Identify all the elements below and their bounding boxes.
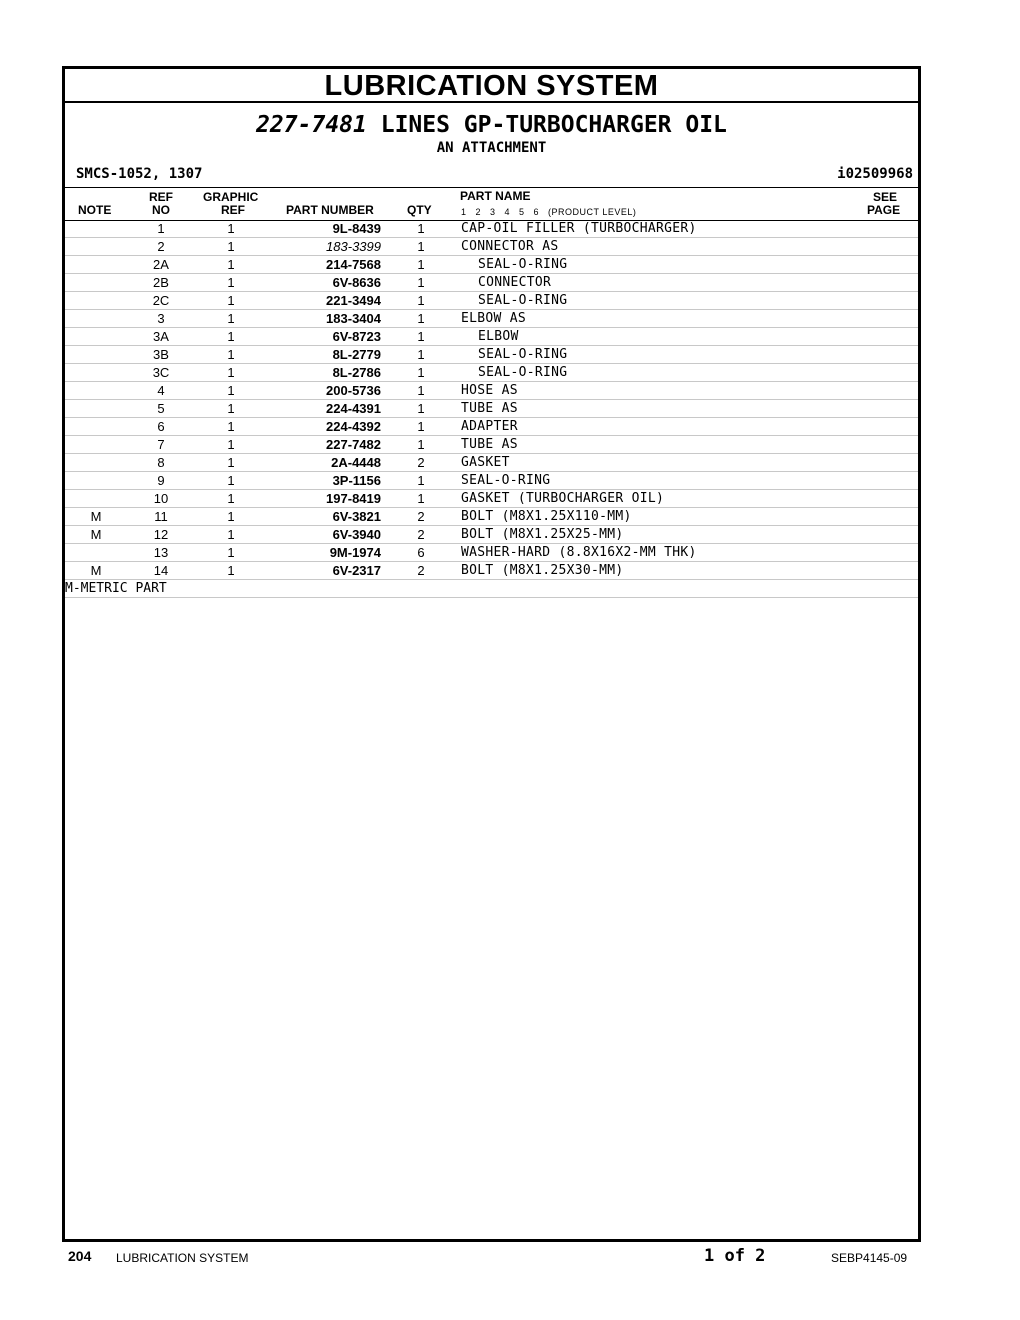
qty-cell: 1: [381, 436, 461, 454]
qty-cell: 1: [381, 238, 461, 256]
part-name-cell: WASHER-HARD (8.8X16X2-MM THK): [461, 544, 918, 562]
part-name-cell: GASKET (TURBOCHARGER OIL): [461, 490, 918, 508]
part-number-cell: 200-5736: [267, 382, 381, 400]
note-cell: [65, 400, 127, 418]
table-row: [65, 238, 918, 256]
graphic-ref-cell: 1: [195, 562, 267, 580]
table-row: [65, 220, 918, 238]
ref-no-cell: 2: [127, 238, 195, 256]
note-cell: [65, 346, 127, 364]
part-name-cell: HOSE AS: [461, 382, 918, 400]
smcs-code: SMCS-1052, 1307: [76, 166, 203, 182]
table-row: [65, 274, 918, 292]
group-number: 227-7481: [256, 112, 367, 138]
note-cell: [65, 454, 127, 472]
part-number-cell: 224-4391: [267, 400, 381, 418]
graphic-ref-cell: 1: [195, 490, 267, 508]
ref-no-cell: 11: [127, 508, 195, 526]
part-number-cell: 183-3404: [267, 310, 381, 328]
ref-no-cell: 3B: [127, 346, 195, 364]
graphic-ref-cell: 1: [195, 274, 267, 292]
qty-cell: 2: [381, 526, 461, 544]
note-cell: [65, 436, 127, 454]
graphic-ref-cell: 1: [195, 382, 267, 400]
part-name-cell: CAP-OIL FILLER (TURBOCHARGER): [461, 220, 918, 238]
qty-cell: 1: [381, 472, 461, 490]
part-name-cell: CONNECTOR AS: [461, 238, 918, 256]
note-cell: [65, 544, 127, 562]
table-row: [65, 454, 918, 472]
graphic-ref-cell: 1: [195, 364, 267, 382]
graphic-ref-cell: 1: [195, 472, 267, 490]
header-part-number: PART NUMBER: [286, 203, 374, 217]
table-row: [65, 472, 918, 490]
part-name-cell: SEAL-O-RING: [461, 364, 918, 382]
footnote-row: [65, 580, 918, 598]
ref-no-cell: 10: [127, 490, 195, 508]
part-number-cell: 6V-8723: [267, 328, 381, 346]
note-cell: [65, 472, 127, 490]
part-name-cell: ELBOW AS: [461, 310, 918, 328]
graphic-ref-cell: 1: [195, 256, 267, 274]
ref-no-cell: 3: [127, 310, 195, 328]
group-title: [65, 110, 918, 140]
part-name-cell: CONNECTOR: [461, 274, 918, 292]
graphic-ref-cell: 1: [195, 436, 267, 454]
qty-cell: 1: [381, 364, 461, 382]
note-cell: [65, 220, 127, 238]
graphic-ref-cell: 1: [195, 526, 267, 544]
parts-list-frame: [62, 66, 921, 1242]
ref-no-cell: 12: [127, 526, 195, 544]
graphic-ref-cell: 1: [195, 328, 267, 346]
part-number-cell: 8L-2786: [267, 364, 381, 382]
part-number-cell: 6V-3821: [267, 508, 381, 526]
qty-cell: 1: [381, 310, 461, 328]
table-row: [65, 310, 918, 328]
table-row: [65, 364, 918, 382]
graphic-ref-cell: 1: [195, 310, 267, 328]
part-name-cell: GASKET: [461, 454, 918, 472]
qty-cell: 1: [381, 256, 461, 274]
part-number-cell: 214-7568: [267, 256, 381, 274]
ref-no-cell: 2A: [127, 256, 195, 274]
note-cell: M: [65, 562, 127, 580]
ref-no-cell: 4: [127, 382, 195, 400]
group-name: LINES GP-TURBOCHARGER OIL: [380, 112, 727, 138]
graphic-ref-cell: 1: [195, 454, 267, 472]
graphic-ref-cell: 1: [195, 508, 267, 526]
note-cell: [65, 256, 127, 274]
part-number-cell: 9M-1974: [267, 544, 381, 562]
note-cell: [65, 292, 127, 310]
table-row: [65, 562, 918, 580]
qty-cell: 1: [381, 400, 461, 418]
ref-no-cell: 1: [127, 220, 195, 238]
parts-table-body: [65, 220, 918, 598]
table-row: [65, 292, 918, 310]
ref-no-cell: 2B: [127, 274, 195, 292]
note-cell: [65, 328, 127, 346]
graphic-ref-cell: 1: [195, 544, 267, 562]
qty-cell: 2: [381, 562, 461, 580]
graphic-ref-cell: 1: [195, 400, 267, 418]
part-number-cell: 9L-8439: [267, 220, 381, 238]
note-cell: [65, 382, 127, 400]
note-cell: [65, 310, 127, 328]
metric-footnote: M-METRIC PART: [65, 580, 918, 598]
graphic-ref-cell: 1: [195, 292, 267, 310]
table-row: [65, 418, 918, 436]
header-graphic-top: GRAPHIC: [203, 190, 259, 204]
header-part-name: PART NAME: [460, 189, 531, 203]
part-name-cell: SEAL-O-RING: [461, 472, 918, 490]
part-number-cell: 6V-2317: [267, 562, 381, 580]
qty-cell: 1: [381, 346, 461, 364]
part-number-cell: 2A-4448: [267, 454, 381, 472]
part-name-cell: SEAL-O-RING: [461, 346, 918, 364]
part-name-cell: TUBE AS: [461, 400, 918, 418]
graphic-ref-cell: 1: [195, 238, 267, 256]
ref-no-cell: 3C: [127, 364, 195, 382]
footer-section: LUBRICATION SYSTEM: [116, 1251, 249, 1265]
header-ref-bottom: NO: [152, 203, 170, 217]
graphic-ref-cell: 1: [195, 418, 267, 436]
part-number-cell: 6V-8636: [267, 274, 381, 292]
ref-no-cell: 3A: [127, 328, 195, 346]
part-name-cell: SEAL-O-RING: [461, 256, 918, 274]
table-row: [65, 382, 918, 400]
ref-no-cell: 8: [127, 454, 195, 472]
parts-table: [65, 220, 918, 598]
part-name-cell: TUBE AS: [461, 436, 918, 454]
qty-cell: 1: [381, 274, 461, 292]
header-see-bottom: PAGE: [867, 203, 901, 217]
note-cell: M: [65, 508, 127, 526]
qty-cell: 6: [381, 544, 461, 562]
part-number-cell: 183-3399: [267, 238, 381, 256]
header-see-top: SEE: [873, 190, 898, 204]
note-cell: M: [65, 526, 127, 544]
header-ref-top: REF: [149, 190, 173, 204]
footer-sheet: 1 of 2: [704, 1246, 766, 1266]
qty-cell: 1: [381, 292, 461, 310]
note-cell: [65, 490, 127, 508]
table-row: [65, 544, 918, 562]
part-name-cell: ADAPTER: [461, 418, 918, 436]
part-number-cell: 224-4392: [267, 418, 381, 436]
qty-cell: 2: [381, 454, 461, 472]
footer-page-number: 204: [68, 1248, 92, 1264]
ref-no-cell: 9: [127, 472, 195, 490]
header-qty: QTY: [407, 203, 432, 217]
ref-no-cell: 2C: [127, 292, 195, 310]
part-name-cell: BOLT (M8X1.25X110-MM): [461, 508, 918, 526]
table-row: [65, 400, 918, 418]
part-name-cell: BOLT (M8X1.25X30-MM): [461, 562, 918, 580]
table-row: [65, 490, 918, 508]
footer-document: SEBP4145-09: [831, 1251, 908, 1265]
part-number-cell: 3P-1156: [267, 472, 381, 490]
table-row: [65, 346, 918, 364]
table-row: [65, 436, 918, 454]
part-name-cell: BOLT (M8X1.25X25-MM): [461, 526, 918, 544]
qty-cell: 1: [381, 220, 461, 238]
table-row: [65, 508, 918, 526]
group-subtitle: AN ATTACHMENT: [436, 140, 547, 156]
graphic-ref-cell: 1: [195, 346, 267, 364]
note-cell: [65, 418, 127, 436]
qty-cell: 1: [381, 328, 461, 346]
qty-cell: 1: [381, 490, 461, 508]
part-number-cell: 6V-3940: [267, 526, 381, 544]
header-note: NOTE: [78, 203, 112, 217]
ref-no-cell: 6: [127, 418, 195, 436]
ref-no-cell: 13: [127, 544, 195, 562]
ref-no-cell: 7: [127, 436, 195, 454]
table-row: [65, 256, 918, 274]
header-graphic-bottom: REF: [221, 203, 245, 217]
qty-cell: 1: [381, 418, 461, 436]
part-number-cell: 197-8419: [267, 490, 381, 508]
ref-no-cell: 14: [127, 562, 195, 580]
part-number-cell: 227-7482: [267, 436, 381, 454]
table-row: [65, 328, 918, 346]
part-name-cell: ELBOW: [461, 328, 918, 346]
header-product-levels: 1 2 3 4 5 6 (PRODUCT LEVEL): [461, 207, 637, 217]
note-cell: [65, 238, 127, 256]
note-cell: [65, 364, 127, 382]
section-title: LUBRICATION SYSTEM: [65, 69, 918, 103]
part-number-cell: 8L-2779: [267, 346, 381, 364]
note-cell: [65, 274, 127, 292]
part-number-cell: 221-3494: [267, 292, 381, 310]
qty-cell: 1: [381, 382, 461, 400]
ref-no-cell: 5: [127, 400, 195, 418]
part-name-cell: SEAL-O-RING: [461, 292, 918, 310]
table-row: [65, 526, 918, 544]
qty-cell: 2: [381, 508, 461, 526]
graphic-ref-cell: 1: [195, 220, 267, 238]
illustration-id: i02509968: [837, 166, 913, 182]
table-header: [65, 187, 918, 221]
